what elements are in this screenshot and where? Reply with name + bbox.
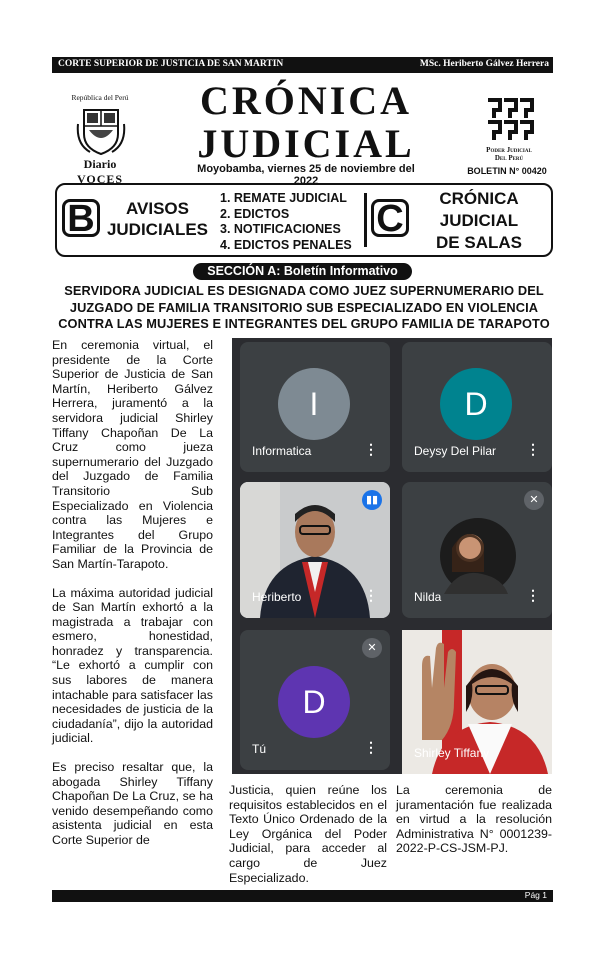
participant-tile: [402, 482, 552, 618]
participant-tile: [402, 630, 552, 774]
avatar: [440, 368, 512, 440]
participant-tile: [240, 342, 390, 472]
masthead-title-line1: CRÓNICA: [199, 78, 413, 123]
paragraph: La ceremonia de juramentación fue realizada en virtud a la resolución Administrativa N° 0001239-2022-P-CS-JSM-PJ.: [396, 783, 552, 856]
participant-tile: [240, 482, 390, 618]
participant-tile: [402, 342, 552, 472]
top-bar: [52, 57, 553, 73]
paragraph: En ceremonia virtual, el presidente de la Corte Superior de Justicia de San Martín, Heriberto Gálvez Herrera, juramentó a la servidora judicial Shirley Tiffany Chapoñan De La Cruz como jueza supernumerario del Juzgado del Juzgado de Familia Transitorio Sub Especializado en Violencia contra las Mujeres e Integrantes del Grupo Familiar de la Provincia de San Martín-Tarapoto.: [52, 338, 213, 571]
article-column-2: [229, 783, 387, 899]
peru-seal-icon: [76, 104, 126, 156]
list-item: 1. REMATE JUDICIAL: [220, 191, 347, 205]
headline-line: CONTRA LAS MUJERES E INTEGRANTES DEL GRUPO FAMILIA DE TARAPOTO: [58, 316, 550, 331]
video-call-screenshot: [232, 338, 552, 774]
masthead-title-line2: JUDICIAL: [197, 121, 415, 166]
paragraph: La máxima autoridad judicial de San Martín exhortó a la magistrada a trabajar con esmero, honestidad, honradez y transparencia. “Le exhortó a cumplir con sus labores de manera intachable para satisfacer las necesidades de justicia de la ciudadanía”, dijo la autoridad judicial.: [52, 585, 213, 746]
more-options-icon[interactable]: ⋮: [364, 441, 378, 457]
letter-c-badge: C: [371, 199, 409, 237]
article-column-1: [52, 338, 213, 862]
participant-name: Heriberto: [252, 590, 302, 604]
avatar-initial: D: [302, 684, 326, 720]
letter-b-badge: B: [62, 199, 100, 237]
paragraph: Es preciso resaltar que, la abogada Shirley Tiffany Chapoñan De La Cruz, se ha venido desempeñando como asistenta judicial en esta Corte Superior de: [52, 760, 213, 847]
poder-judicial-name: [474, 146, 544, 162]
list-item: 4. EDICTOS PENALES: [220, 237, 352, 252]
page-number: Pág 1: [524, 890, 547, 900]
footer-bar: [52, 890, 553, 902]
more-options-icon[interactable]: ⋮: [526, 441, 540, 457]
avatar-initial: D: [464, 386, 488, 422]
mic-muted-icon: ✕: [362, 638, 382, 658]
avatar: [278, 666, 350, 738]
section-label: SECCIÓN A: Boletín Informativo: [193, 263, 412, 280]
boletin-number: BOLETIN N° 00420: [467, 166, 547, 176]
article-headline: [52, 283, 556, 333]
participant-tile: [240, 630, 390, 770]
logo-arc-text: República del Perú: [71, 93, 129, 102]
participant-name: Informatica: [252, 444, 312, 458]
list-item: 3. NOTIFICACIONES: [220, 222, 341, 236]
org-line1: Poder Judicial: [486, 146, 532, 154]
avatar: [278, 368, 350, 440]
article-column-3: [396, 783, 552, 870]
headline-line: SERVIDORA JUDICIAL ES DESIGNADA COMO JUEZ SUPERNUMERARIO DEL: [64, 283, 544, 298]
more-options-icon[interactable]: ⋮: [526, 587, 540, 603]
headline-line: JUZGADO DE FAMILIA TRANSITORIO SUB ESPECIALIZADO EN VIOLENCIA: [69, 299, 539, 315]
cronica-line2: JUDICIAL: [439, 211, 519, 230]
avatar-initial: I: [309, 386, 319, 422]
mic-muted-icon: ✕: [524, 490, 544, 510]
logo-prefix: Diario: [83, 157, 117, 171]
dateline: Moyobamba, viernes 25 de noviembre del 2022: [197, 163, 415, 187]
cronica-de-salas: [414, 188, 544, 254]
avisos-judiciales: [100, 198, 215, 240]
more-options-icon[interactable]: ⋮: [364, 739, 378, 755]
more-options-icon[interactable]: ⋮: [364, 587, 378, 603]
participant-name: Shirley Tiffany: [414, 746, 490, 760]
court-name: CORTE SUPERIOR DE JUSTICIA DE SAN MARTIN: [58, 59, 284, 69]
avisos-line2: JUDICIALES: [106, 220, 209, 239]
participant-name: Tú: [252, 742, 267, 756]
participant-name: Deysy Del Pilar: [414, 444, 497, 458]
avisos-list: [220, 191, 352, 253]
speaking-indicator-icon: ▮▮: [362, 490, 382, 510]
poder-judicial-logo-icon: [484, 96, 538, 144]
president-name: MSc. Heriberto Gálvez Herrera: [419, 59, 549, 69]
cronica-line1: CRÓNICA: [439, 189, 519, 208]
participant-photo-icon: [438, 516, 518, 596]
list-item: 2. EDICTOS: [220, 206, 290, 221]
cronica-line3: DE SALAS: [436, 233, 522, 252]
org-line2: Del Perú: [494, 154, 524, 162]
participant-name: Nilda: [414, 590, 442, 604]
logo-emph: VOCES: [76, 172, 124, 186]
banner-divider: [364, 193, 367, 247]
avisos-line1: AVISOS: [126, 199, 189, 218]
paragraph: Justicia, quien reúne los requisitos establecidos en el Texto Único Ordenado de la Ley Orgánica del Poder Judicial, para acceder al cargo de Juez Especializado.: [229, 783, 387, 885]
